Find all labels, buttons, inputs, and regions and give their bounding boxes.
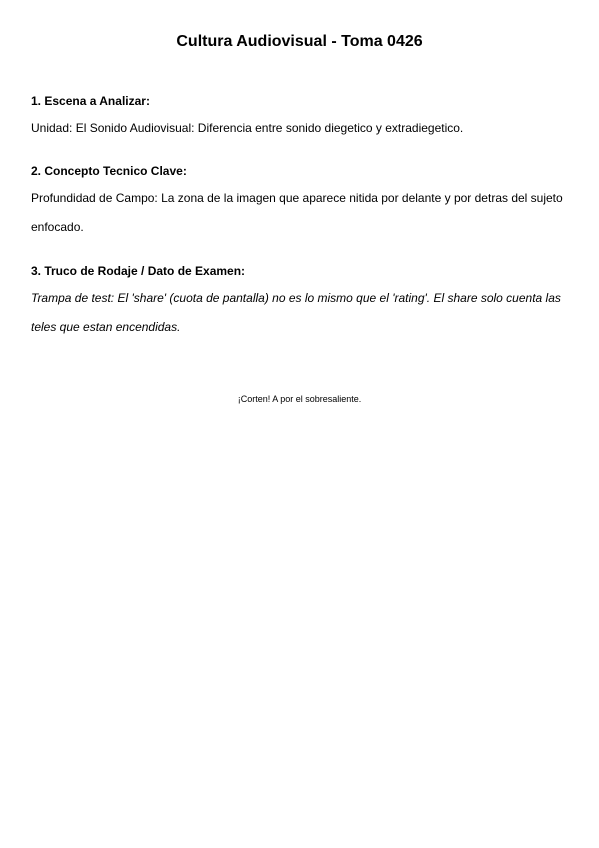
section-body-scene: Unidad: El Sonido Audiovisual: Diferencia entre sonido diegetico y extradiegetico. — [31, 121, 464, 135]
section-body-tip: Trampa de test: El 'share' (cuota de pantalla) no es lo mismo que el 'rating'. El share solo cuenta las teles que estan encendidas. — [31, 291, 561, 334]
section-heading-tip: 3. Truco de Rodaje / Dato de Examen: — [31, 264, 246, 278]
section-heading-scene: 1. Escena a Analizar: — [31, 94, 150, 108]
section-heading-concept: 2. Concepto Tecnico Clave: — [31, 164, 187, 178]
document-title: Cultura Audiovisual - Toma 0426 — [176, 33, 423, 50]
section-body-concept: Profundidad de Campo: La zona de la imagen que aparece nitida por delante y por detras del sujeto enfocado. — [31, 191, 563, 234]
footer-note: ¡Corten! A por el sobresaliente. — [237, 394, 362, 404]
